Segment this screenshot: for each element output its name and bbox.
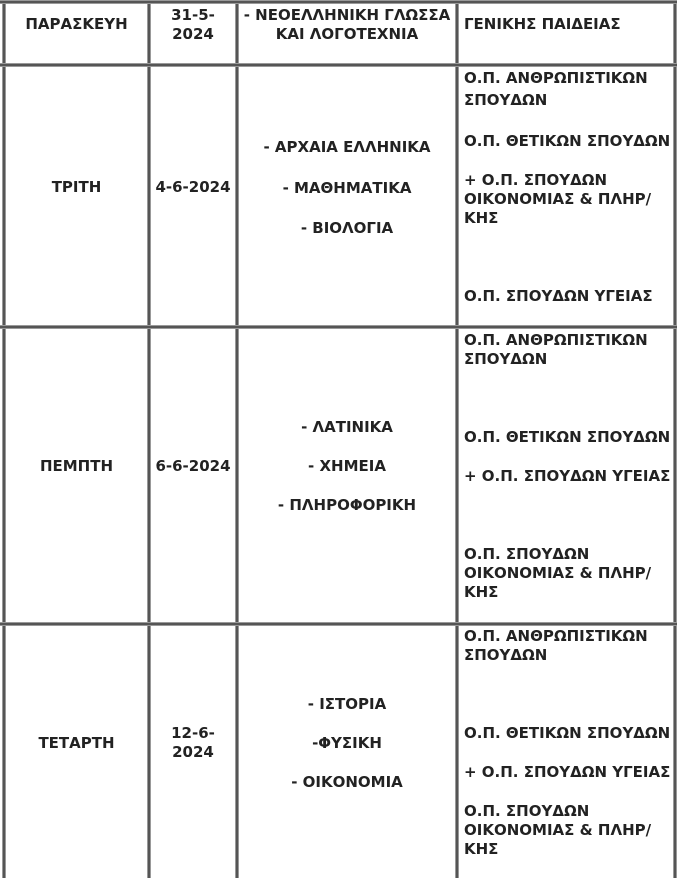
day-cell: ΠΑΡΑΣΚΕΥΗ [25, 15, 128, 33]
subject-line: - ΙΣΤΟΡΙΑ [307, 695, 387, 713]
group-line: ΚΗΣ [464, 583, 499, 601]
date-cell [151, 724, 235, 762]
day-cell: ΤΕΤΑΡΤΗ [38, 734, 115, 752]
subject-line: - ΛΑΤΙΝΙΚΑ [301, 418, 393, 436]
group-line: Ο.Π. ΘΕΤΙΚΩΝ ΣΠΟΥΔΩΝ [464, 132, 671, 150]
row-border [0, 0, 677, 4]
group-line: Ο.Π. ΑΝΘΡΩΠΙΣΤΙΚΩΝ [464, 627, 648, 645]
group-line: Ο.Π. ΣΠΟΥΔΩΝ [464, 802, 590, 820]
subject-line: - ΝΕΟΕΛΛΗΝΙΚΗ ΓΛΩΣΣΑ [243, 6, 451, 24]
date-cell: 6-6-2024 [155, 457, 231, 475]
date-line: 2024 [172, 25, 214, 43]
day-cell: ΠΕΜΠΤΗ [39, 457, 114, 475]
group-line: ΣΠΟΥΔΩΝ [464, 91, 548, 109]
subject-line: - ΧΗΜΕΙΑ [308, 457, 386, 475]
subject-line: - ΑΡΧΑΙΑ ΕΛΛΗΝΙΚΑ [263, 138, 431, 156]
subject-line: - ΟΙΚΟΝΟΜΙΑ [291, 773, 403, 791]
group-line: ΚΗΣ [464, 840, 499, 858]
group-line: Ο.Π. ΑΝΘΡΩΠΙΣΤΙΚΩΝ [464, 69, 648, 87]
date-line: 2024 [172, 743, 214, 761]
group-line: + Ο.Π. ΣΠΟΥΔΩΝ ΥΓΕΙΑΣ [464, 467, 671, 485]
date-cell: 4-6-2024 [155, 178, 231, 196]
row-border [0, 622, 677, 626]
group-line: ΣΠΟΥΔΩΝ [464, 350, 548, 368]
group-line: ΟΙΚΟΝΟΜΙΑΣ & ΠΛΗΡ/ [464, 190, 652, 208]
group-line: Ο.Π. ΣΠΟΥΔΩΝ ΥΓΕΙΑΣ [464, 287, 653, 305]
group-line: + Ο.Π. ΣΠΟΥΔΩΝ [464, 171, 608, 189]
group-line: ΚΗΣ [464, 209, 499, 227]
subject-line: - ΒΙΟΛΟΓΙΑ [300, 219, 394, 237]
date-cell [151, 6, 235, 44]
date-line: 31-5- [171, 6, 215, 24]
group-line: Ο.Π. ΑΝΘΡΩΠΙΣΤΙΚΩΝ [464, 331, 648, 349]
groups-cell [464, 15, 669, 34]
group-line: + Ο.Π. ΣΠΟΥΔΩΝ ΥΓΕΙΑΣ [464, 763, 671, 781]
date-line: 12-6- [171, 724, 215, 742]
group-line: ΣΠΟΥΔΩΝ [464, 646, 548, 664]
group-line: ΓΕΝΙΚΗΣ ΠΑΙΔΕΙΑΣ [464, 15, 621, 33]
subject-line: ΚΑΙ ΛΟΓΟΤΕΧΝΙΑ [275, 25, 419, 43]
column-border [673, 0, 677, 878]
subject-line: - ΜΑΘΗΜΑΤΙΚΑ [282, 179, 412, 197]
group-line: Ο.Π. ΘΕΤΙΚΩΝ ΣΠΟΥΔΩΝ [464, 428, 671, 446]
row-border [0, 63, 677, 67]
column-border [455, 0, 459, 878]
group-line: ΟΙΚΟΝΟΜΙΑΣ & ΠΛΗΡ/ [464, 564, 652, 582]
group-line: Ο.Π. ΘΕΤΙΚΩΝ ΣΠΟΥΔΩΝ [464, 724, 671, 742]
subject-line: - ΠΛΗΡΟΦΟΡΙΚΗ [277, 496, 417, 514]
row-border [0, 325, 677, 329]
subjects-cell [239, 6, 455, 44]
subject-line: -ΦΥΣΙΚΗ [312, 734, 382, 752]
group-line: ΟΙΚΟΝΟΜΙΑΣ & ΠΛΗΡ/ [464, 821, 652, 839]
day-cell: ΤΡΙΤΗ [51, 178, 102, 196]
group-line: Ο.Π. ΣΠΟΥΔΩΝ [464, 545, 590, 563]
